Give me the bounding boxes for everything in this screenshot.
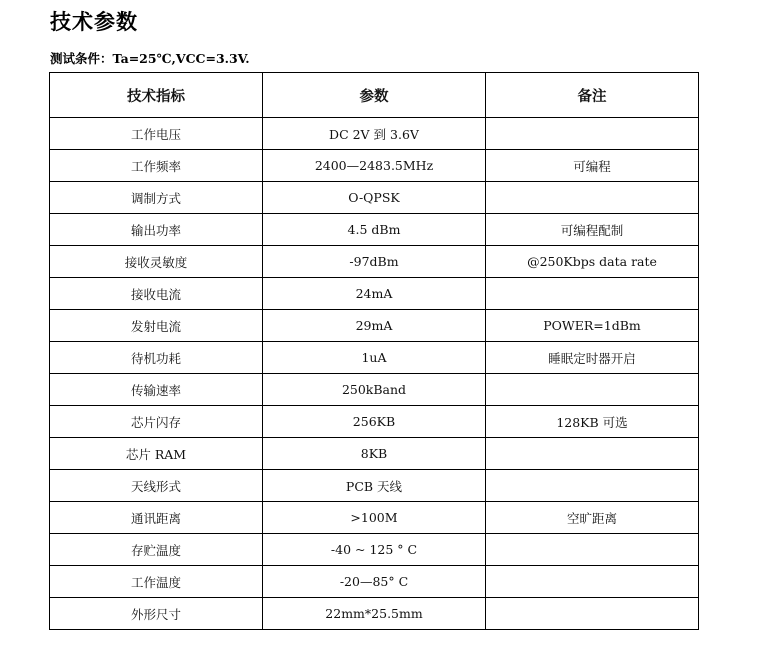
cell-item: 工作频率 xyxy=(50,150,263,182)
table-row xyxy=(50,470,699,502)
cell-item: 传输速率 xyxy=(50,374,263,406)
header-note: 备注 xyxy=(486,73,699,118)
cell-value: DC 2V 到 3.6V xyxy=(263,118,486,150)
cell-value: -97dBm xyxy=(263,246,486,278)
cell-note: 128KB 可选 xyxy=(486,406,699,438)
table-row xyxy=(50,534,699,566)
cell-value: -20—85° C xyxy=(263,566,486,598)
cell-note: @250Kbps data rate xyxy=(486,246,699,278)
cell-value: 256KB xyxy=(263,406,486,438)
table-row xyxy=(50,374,699,406)
cell-note: 可编程配制 xyxy=(486,214,699,246)
header-item: 技术指标 xyxy=(50,73,263,118)
table-row xyxy=(50,406,699,438)
cell-item: 芯片 RAM xyxy=(50,438,263,470)
table-row xyxy=(50,118,699,150)
cell-value: 4.5 dBm xyxy=(263,214,486,246)
table-row xyxy=(50,278,699,310)
table-row xyxy=(50,150,699,182)
cell-note: 空旷距离 xyxy=(486,502,699,534)
table-row xyxy=(50,214,699,246)
cell-note xyxy=(486,438,699,470)
cell-note xyxy=(486,118,699,150)
cell-note: 睡眠定时器开启 xyxy=(486,342,699,374)
table-row xyxy=(50,566,699,598)
cell-value: O-QPSK xyxy=(263,182,486,214)
table-row xyxy=(50,246,699,278)
table-body xyxy=(50,118,699,630)
cell-value: 29mA xyxy=(263,310,486,342)
cell-item: 接收电流 xyxy=(50,278,263,310)
table-row xyxy=(50,502,699,534)
table-row xyxy=(50,310,699,342)
table-row xyxy=(50,342,699,374)
cell-note xyxy=(486,534,699,566)
cell-note xyxy=(486,278,699,310)
cell-item: 外形尺寸 xyxy=(50,598,263,630)
cell-item: 通讯距离 xyxy=(50,502,263,534)
cell-value: PCB 天线 xyxy=(263,470,486,502)
cell-value: 2400—2483.5MHz xyxy=(263,150,486,182)
cell-note: 可编程 xyxy=(486,150,699,182)
spec-table xyxy=(49,72,699,630)
table-row xyxy=(50,598,699,630)
cell-item: 调制方式 xyxy=(50,182,263,214)
cell-value: 8KB xyxy=(263,438,486,470)
cell-note xyxy=(486,566,699,598)
cell-item: 接收灵敏度 xyxy=(50,246,263,278)
cell-item: 存贮温度 xyxy=(50,534,263,566)
page-title: 技术参数 xyxy=(50,10,138,34)
cell-note xyxy=(486,374,699,406)
cell-item: 芯片闪存 xyxy=(50,406,263,438)
cell-item: 输出功率 xyxy=(50,214,263,246)
cell-value: 1uA xyxy=(263,342,486,374)
table-header-row xyxy=(50,73,699,118)
test-conditions: 测试条件：Ta=25℃,VCC=3.3V. xyxy=(50,51,250,66)
cell-value: 250kBand xyxy=(263,374,486,406)
cell-value: -40 ~ 125 ° C xyxy=(263,534,486,566)
cell-item: 工作电压 xyxy=(50,118,263,150)
cell-value: 22mm*25.5mm xyxy=(263,598,486,630)
cell-note: POWER=1dBm xyxy=(486,310,699,342)
table-row xyxy=(50,182,699,214)
cell-value: 24mA xyxy=(263,278,486,310)
cell-item: 发射电流 xyxy=(50,310,263,342)
header-value: 参数 xyxy=(263,73,486,118)
table-row xyxy=(50,438,699,470)
cell-note xyxy=(486,470,699,502)
cell-value: >100M xyxy=(263,502,486,534)
cell-item: 工作温度 xyxy=(50,566,263,598)
cell-item: 待机功耗 xyxy=(50,342,263,374)
cell-note xyxy=(486,598,699,630)
cell-note xyxy=(486,182,699,214)
cell-item: 天线形式 xyxy=(50,470,263,502)
